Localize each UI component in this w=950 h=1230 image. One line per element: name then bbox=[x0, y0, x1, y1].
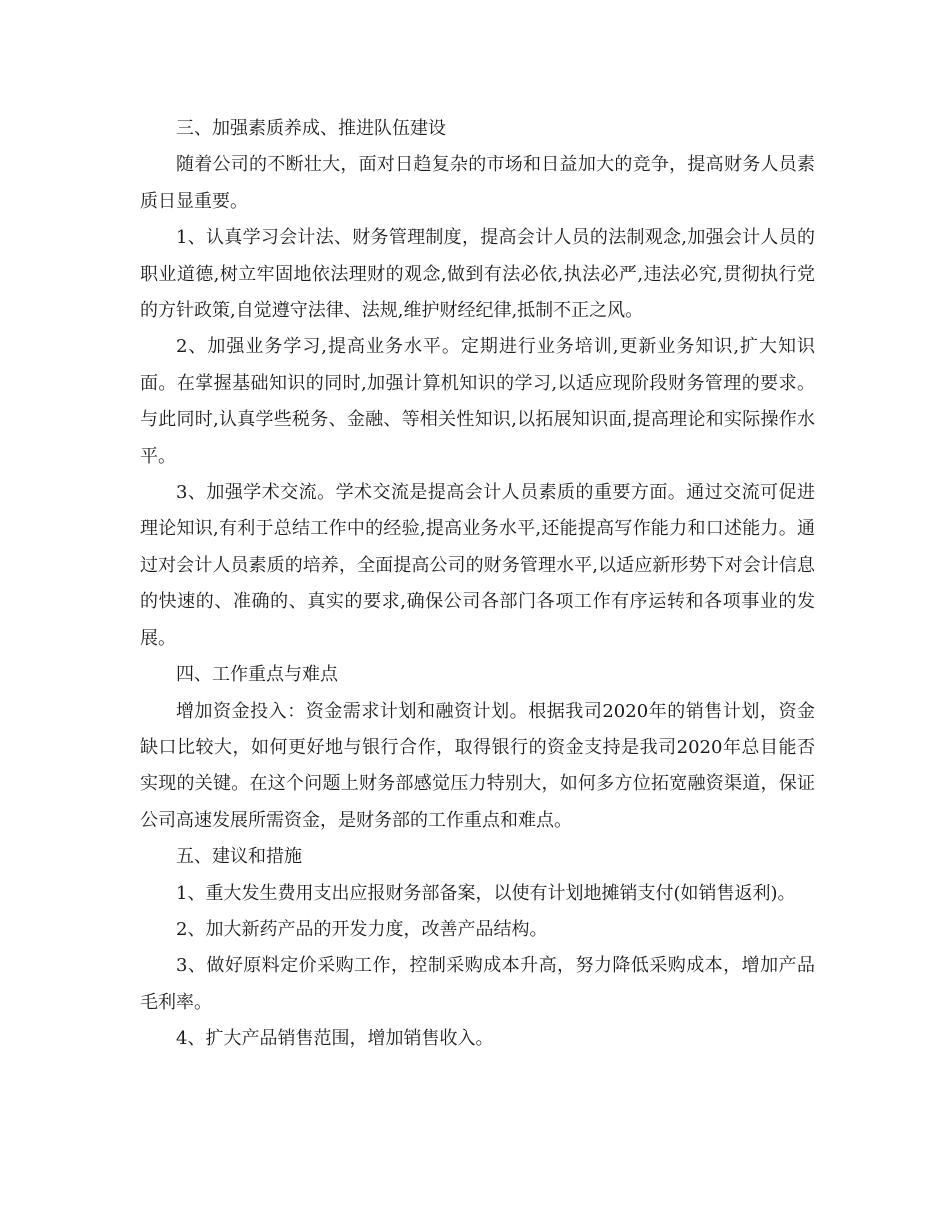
paragraph-suggestion-3: 3、做好原料定价采购工作，控制采购成本升高，努力降低采购成本，增加产品毛利率。 bbox=[140, 955, 815, 1013]
section-heading-focus: 四、工作重点与难点 bbox=[176, 664, 338, 686]
paragraph-suggestion-2: 2、加大新药产品的开发力度，改善产品结构。 bbox=[176, 918, 548, 940]
paragraph-item-2: 2、加强业务学习,提高业务水平。定期进行业务培训,更新业务知识,扩大知识面。在掌握基础知识的同时,加强计算机知识的学习,以适应现阶段财务管理的要求。与此同时,认真学些税务、金融、等相关性知识,以拓展知识面,提高理论和实际操作水平。 bbox=[140, 336, 815, 467]
document-body bbox=[140, 111, 815, 1058]
section-heading-suggestions: 五、建议和措施 bbox=[176, 846, 302, 868]
paragraph-funding: 增加资金投入：资金需求计划和融资计划。根据我司2020年的销售计划，资金缺口比较大，如何更好地与银行合作，取得银行的资金支持是我司2020年总目能否实现的关键。在这个问题上财务部感觉压力特别大，如何多方位拓宽融资渠道，保证公司高速发展所需资金，是财务部的工作重点和难点。 bbox=[140, 700, 815, 831]
paragraph-suggestion-1: 1、重大发生费用支出应报财务部备案，以使有计划地摊销支付(如销售返利)。 bbox=[176, 882, 796, 904]
paragraph-suggestion-4: 4、扩大产品销售范围，增加销售收入。 bbox=[176, 1028, 494, 1050]
paragraph-item-1: 1、认真学习会计法、财务管理制度，提高会计人员的法制观念,加强会计人员的职业道德,树立牢固地依法理财的观念,做到有法必依,执法必严,违法必究,贯彻执行党的方针政策,自觉遵守法律、法规,维护财经纪律,抵制不正之风。 bbox=[140, 227, 815, 322]
section-heading-quality: 三、加强素质养成、推进队伍建设 bbox=[176, 118, 446, 139]
paragraph-item-3: 3、加强学术交流。学术交流是提高会计人员素质的重要方面。通过交流可促进理论知识,有利于总结工作中的经验,提高业务水平,还能提高写作能力和口述能力。通过对会计人员素质的培养，全面提高公司的财务管理水平,以适应新形势下对会计信息的快速的、准确的、真实的要求,确保公司各部门各项工作有序运转和各项事业的发展。 bbox=[140, 482, 815, 649]
paragraph-intro: 随着公司的不断壮大，面对日趋复杂的市场和日益加大的竞争，提高财务人员素质日显重要。 bbox=[140, 154, 815, 212]
